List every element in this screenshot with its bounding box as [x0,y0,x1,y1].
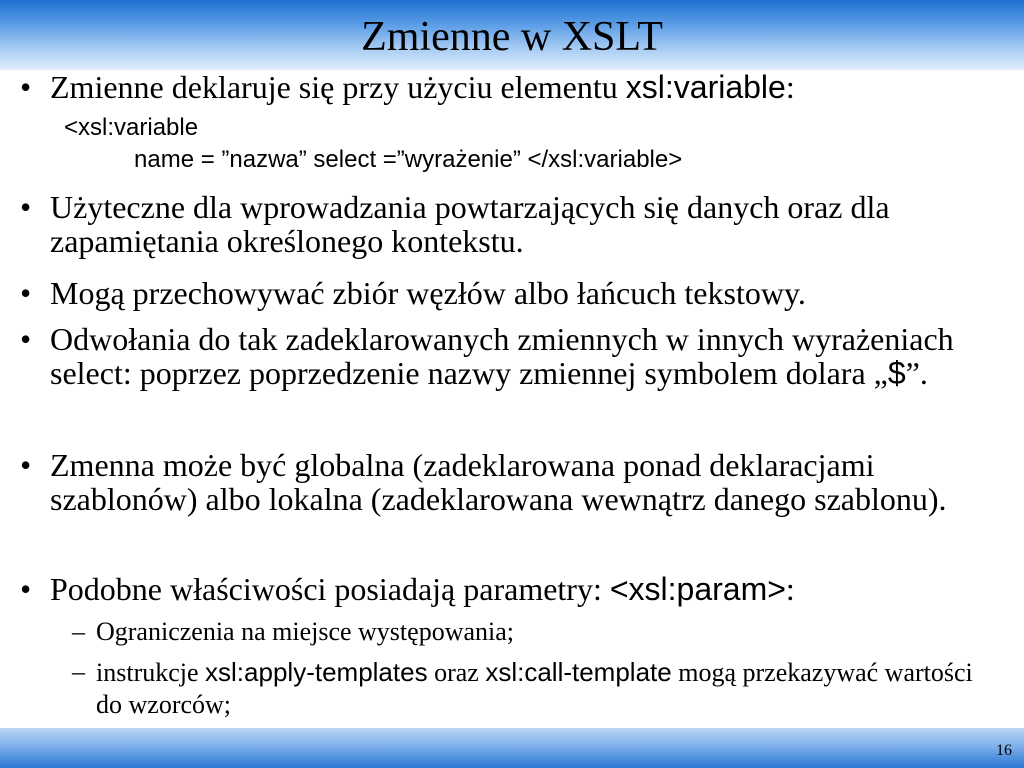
bullet-icon: • [20,571,32,607]
bullet-text: Podobne właściwości posiadają parametry: <xsl:param>: [50,571,795,607]
code-term: <xsl:param> [609,571,786,607]
footer-bar [0,728,1024,768]
sub-bullet-item [72,656,1002,721]
bullet-icon: • [20,189,32,225]
bullet-item [20,70,1005,104]
bullet-item [20,448,1005,516]
code-term: xsl:call-template [485,657,672,687]
bullet-icon: • [20,447,32,483]
bullet-item [20,276,1005,310]
code-line: name = ”nazwa” select =”wyrażenie” </xsl:variable> [134,146,683,173]
bullet-item [20,322,1005,390]
bullet-text: Zmienne deklaruje się przy użyciu elementu xsl:variable: [50,69,795,105]
dash-icon: – [72,617,85,646]
bullet-icon: • [20,275,32,311]
sub-bullet-item [72,616,1002,648]
bullet-item [20,572,1005,606]
dash-icon: – [72,657,85,686]
bullet-icon: • [20,69,32,105]
bullet-text: Zmenna może być globalna (zadeklarowana ponad deklaracjami szablonów) albo lokalna (zadeklarowana wewnątrz danego szablonu). [50,447,947,517]
code-term: xsl:variable [625,69,786,105]
bullet-text: Mogą przechowywać zbiór węzłów albo łańcuch tekstowy. [50,275,806,311]
page-number: 16 [996,742,1012,759]
bullet-text: Użyteczne dla wprowadzania powtarzających się danych oraz dla zapamiętania określonego kontekstu. [50,189,890,259]
sub-bullet-text: instrukcje xsl:apply-templates oraz xsl:call-template mogą przekazywać wartości do wzorców; [96,657,973,719]
code-term: xsl:apply-templates [205,657,428,687]
code-term: $ [887,355,906,391]
slide-title: Zmienne w XSLT [361,14,663,60]
bullet-item [20,190,1005,258]
code-line: <xsl:variable [64,114,199,141]
bullet-icon: • [20,321,32,357]
bullet-text: Odwołania do tak zadeklarowanych zmiennych w innych wyrażeniach select: poprzez poprzedzenie nazwy zmiennej symbolem dolara „$”. [50,321,954,391]
sub-bullet-text: Ograniczenia na miejsce występowania; [96,617,514,646]
